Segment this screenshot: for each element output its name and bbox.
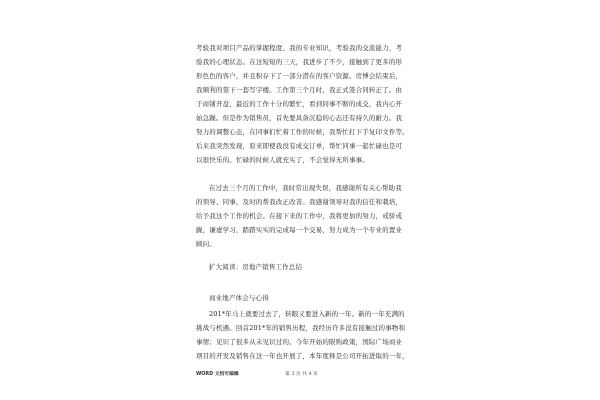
paragraph-3-line: 201*年马上就要过去了，转眼又要进入新的一年。新的一年充满的 [209,310,405,318]
section-title: 商业地产体会与心得 [209,294,269,302]
paragraph-1-line: 始急躁。但是作为销售员，首先要具备沉稳的心态还有持久的耐力。我 [196,114,403,122]
footer-page-number: 第 3 页 共 4 页 [285,372,318,377]
paragraph-3-line: 项目的开发及销售在这一年也开展了，本年度释是公司开拓进取的一年， [196,352,409,360]
footer-editable-label: WORD 文档可编辑 [196,372,239,377]
paragraph-1-line: 后来我突然发现，原来即使我没有成交订单，帮忙同事一起忙碌也是可 [196,142,403,150]
paragraph-1-line: 于商铺开盘，最近的工作十分的繁忙，看到同事不断的成交，我内心开 [196,100,403,108]
paragraph-2-line: 躁，谦虚学习，踏踏实实的完成每一个交易，努力成为一个专业的置业 [196,226,403,234]
extended-reading-link[interactable]: 扩大阅读：房地产销售工作总结 [209,263,303,271]
paragraph-1-line: 考验我对项目产品的掌握程度、我的专业知识，考验我的交流能力，考 [196,44,403,52]
paragraph-3-line: 挑战与机遇。回首201*年的销售历程，我经历许多没有接触过的事物和 [196,324,406,332]
paragraph-2-line: 给予我这个工作的机会。在接下来的工作中，我将更加的努力，戒骄戒 [196,212,403,220]
paragraph-1-line: 验我的心理状态。在这短短的三天，我进步了不少，接触到了更多的形 [196,58,403,66]
paragraph-1-line: 努力的调整心态，在同事们忙着工作的时候，我帮忙打下手复印文件等。 [196,128,409,136]
paragraph-2-line: 在过去三个月的工作中，我时常出现失误，我感谢所有关心帮助我 [209,184,402,192]
paragraph-1-line: 我顺利的签下一套写字楼。工作第三个月时，我正式签合同转正了。由 [196,86,403,94]
paragraph-2-line: 的领导、同事，及时的帮我改正改善。我感谢领导对我的信任和栽培， [196,198,403,206]
paragraph-1-line: 形色色的客户，并且积存下了一部分潜在的客户资源。房博会结束后， [196,72,403,80]
paragraph-3-line: 事情；见识了很多从未见识过的。今年开始的限购政策，国际广场商业 [196,338,403,346]
paragraph-2-line: 顾问。 [196,240,216,248]
paragraph-1-line: 以很快乐的。忙碌的时候人就充实了，不会觉得无所事事。 [196,156,369,164]
